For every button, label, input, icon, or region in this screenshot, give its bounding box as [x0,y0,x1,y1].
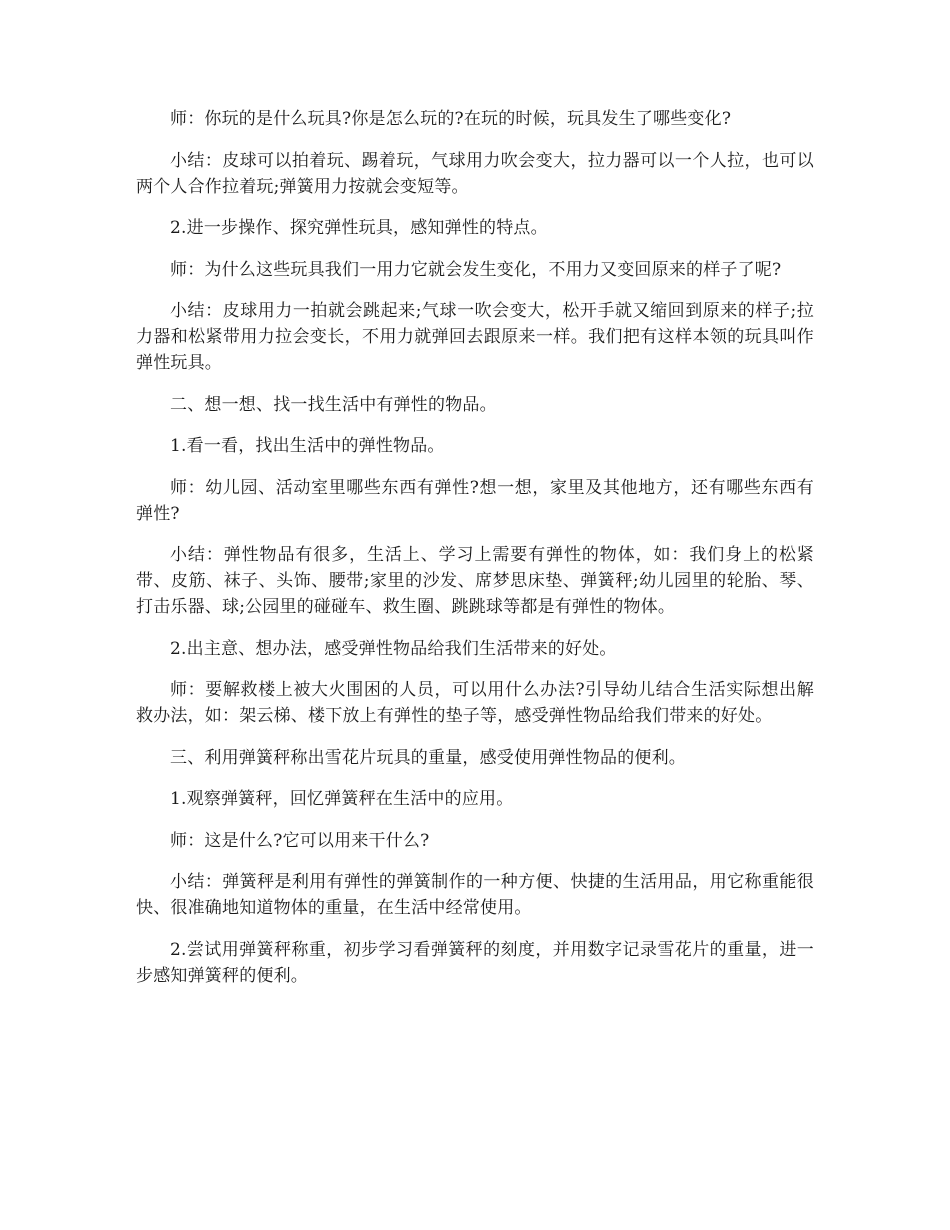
paragraph-step-2-ideas: 2.出主意、想办法，感受弹性物品给我们生活带来的好处。 [170,638,617,659]
paragraph-teacher-question-4: 师：要解救楼上被大火围困的人员，可以用什么办法?引导幼儿结合生活实际想出解救办法，如：架云梯、楼下放上有弹性的垫子等，感受弹性物品给我们带来的好处。 [136,680,814,726]
paragraph-step-1-observe: 1.观察弹簧秤，回忆弹簧秤在生活中的应用。 [170,789,514,809]
paragraph-summary-4: 小结：弹簧秤是利用有弹性的弹簧制作的一种方便、快捷的生活用品，用它称重能很快、很准确地知道物体的重量，在生活中经常使用。 [136,872,814,918]
paragraph-step-1-look: 1.看一看，找出生活中的弹性物品。 [170,436,445,456]
paragraph-step-2: 2.进一步操作、探究弹性玩具，感知弹性的特点。 [170,218,548,238]
paragraph-teacher-question-2: 师：为什么这些玩具我们一用力它就会发生变化，不用力又变回原来的样子了呢? [170,259,782,280]
paragraph-teacher-question-1: 师：你玩的是什么玩具?你是怎么玩的?在玩的时候，玩具发生了哪些变化? [170,109,732,129]
paragraph-teacher-question-5: 师：这是什么?它可以用来干什么? [170,830,430,851]
paragraph-teacher-question-3: 师：幼儿园、活动室里哪些东西有弹性?想一想，家里及其他地方，还有哪些东西有弹性? [136,477,814,524]
paragraph-step-2-weigh: 2.尝试用弹簧秤称重，初步学习看弹簧秤的刻度，并用数字记录雪花片的重量，进一步感知弹簧秤的便利。 [136,939,814,986]
section-heading-3: 三、利用弹簧秤称出雪花片玩具的重量，感受使用弹性物品的便利。 [170,747,686,768]
paragraph-summary-2: 小结：皮球用力一拍就会跳起来;气球一吹会变大，松开手就又缩回到原来的样子;拉力器和松紧带用力拉会变长，不用力就弹回去跟原来一样。我们把有这样本领的玩具叫作弹性玩具。 [136,301,814,373]
section-heading-2: 二、想一想、找一找生活中有弹性的物品。 [170,394,497,415]
paragraph-summary-3: 小结：弹性物品有很多，生活上、学习上需要有弹性的物体，如：我们身上的松紧带、皮筋、袜子、头饰、腰带;家里的沙发、席梦思床垫、弹簧秤;幼儿园里的轮胎、琴、打击乐器、球;公园里的碰碰车、救生圈、跳跳球等都是有弹性的物体。 [136,545,814,617]
paragraph-summary-1: 小结：皮球可以拍着玩、踢着玩，气球用力吹会变大，拉力器可以一个人拉，也可以两个人合作拉着玩;弹簧用力按就会变短等。 [136,150,814,197]
